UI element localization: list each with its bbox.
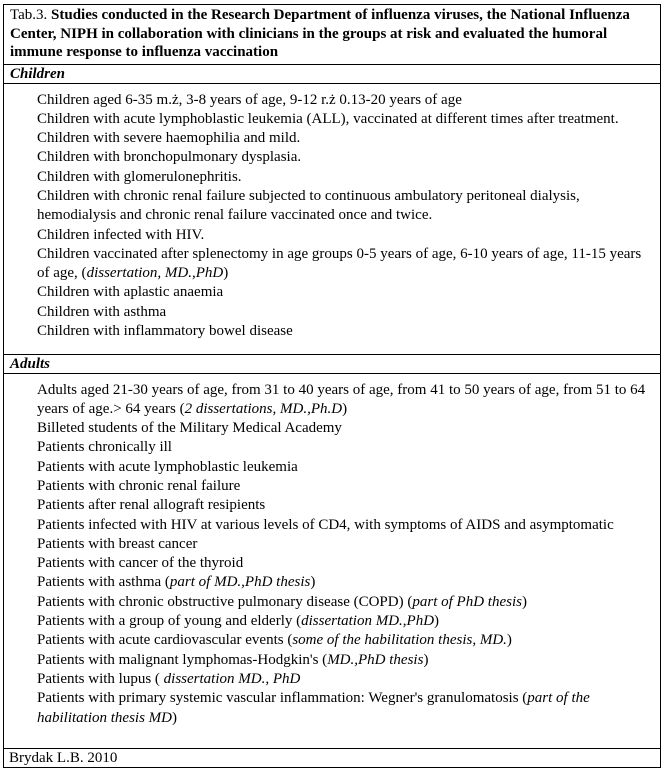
item-text: Patients with primary systemic vascular inflammation: Wegner's granulomatosis ( [37,690,528,707]
list-item [37,458,652,477]
item-closing: ) [434,613,440,630]
item-note: part of PhD thesis [412,593,522,610]
item-text: Billeted students of the Military Medical Academy [37,420,342,437]
children-list-cell [4,83,661,354]
list-item [37,168,652,187]
list-item [37,322,652,341]
table-caption [4,5,661,65]
item-text: Children infected with HIV. [37,226,205,243]
caption-title: Studies conducted in the Research Department of influenza viruses, the National Influenza Center, NIPH in collaboration with clinicians in the groups at risk and evaluated the humoral immune response to influenza vaccination [10,7,630,60]
item-note: dissertation MD.,PhD [301,613,435,630]
list-item [37,477,652,496]
item-note: part of MD.,PhD thesis [169,574,311,591]
list-item [37,554,652,573]
list-item [37,573,652,592]
list-item [37,651,652,670]
item-text: Adults aged 21-30 years of age, from 31 to 40 years of age, from 41 to 50 years of age, from 51 to 64 years of age.> 64 years ( [37,381,646,417]
item-closing: ) [223,265,229,282]
item-closing: ) [172,709,177,726]
studies-table [3,4,661,768]
list-item [37,631,652,650]
list-item [37,689,652,728]
item-text: Patients with chronic obstructive pulmonary disease (COPD) ( [37,593,413,610]
item-closing: ) [423,651,429,668]
item-closing: ) [521,593,527,610]
item-note: 2 dissertations, MD.,Ph.D [184,400,343,417]
list-item [37,303,652,322]
list-item [37,535,652,554]
table-source: Brydak L.B. 2010 [4,748,661,767]
caption-prefix: Tab.3. [10,7,52,23]
item-text: Patients with acute lymphoblastic leukemia [37,458,298,475]
item-text: Patients with breast cancer [37,535,198,552]
list-item [37,419,652,438]
list-item [37,283,652,302]
list-item [37,148,652,167]
list-item [37,496,652,515]
item-text: Patients after renal allograft resipients [37,497,266,514]
children-list [37,91,652,342]
item-text: Patients with acute cardiovascular events ( [37,632,293,649]
list-item [37,187,652,226]
item-text: Children with aplastic anaemia [37,284,224,301]
item-closing: ) [310,574,316,591]
item-note: dissertation, MD.,PhD [86,265,224,282]
list-item [37,110,652,129]
list-item [37,612,652,631]
item-text: Patients with lupus ( [37,670,164,687]
list-item [37,516,652,535]
section-heading-children: Children [4,64,661,83]
item-text: Children with bronchopulmonary dysplasia. [37,149,302,166]
item-text: Patients with asthma ( [37,574,170,591]
item-text: Children with severe haemophilia and mild. [37,130,301,147]
list-item [37,438,652,457]
item-text: Patients with chronic renal failure [37,477,241,494]
item-text: Children aged 6-35 m.ż, 3-8 years of age, 9-12 r.ż 0.13-20 years of age [37,91,462,108]
adults-list [37,381,652,728]
item-text: Patients with malignant lymphomas-Hodgkin's ( [37,651,328,668]
list-item [37,381,652,420]
item-closing: ) [342,400,348,417]
item-text: Patients chronically ill [37,439,172,456]
list-item [37,670,652,689]
item-text: Children with acute lymphoblastic leukemia (ALL), vaccinated at different times after treatment. [37,110,619,127]
item-text: Children with inflammatory bowel disease [37,323,293,340]
item-text: Patients with cancer of the thyroid [37,555,244,572]
list-item [37,129,652,148]
list-item [37,593,652,612]
list-item [37,245,652,284]
item-note: some of the habilitation thesis, MD. [292,632,507,649]
item-text: Patients with a group of young and elderly ( [37,613,302,630]
item-text: Children vaccinated after splenectomy in age groups 0-5 years of age, 6-10 years of age, 11-15 years of age, ( [37,245,642,282]
item-text: Children with asthma [37,303,167,320]
item-note: MD.,PhD thesis [327,651,424,668]
item-note: part of the habilitation thesis MD [37,690,590,726]
item-text: Children with glomerulonephritis. [37,168,242,185]
adults-list-cell [4,373,661,748]
item-text: Children with chronic renal failure subjected to continuous ambulatory peritoneal dialysis, hemodialysis and chronic renal failure vaccinated once and twice. [37,187,580,224]
item-text: Patients infected with HIV at various levels of CD4, with symptoms of AIDS and asymptomatic [37,516,614,533]
list-item [37,91,652,110]
item-note: dissertation MD., PhD [163,670,301,687]
list-item [37,226,652,245]
section-heading-adults: Adults [4,354,661,373]
item-closing: ) [506,632,512,649]
